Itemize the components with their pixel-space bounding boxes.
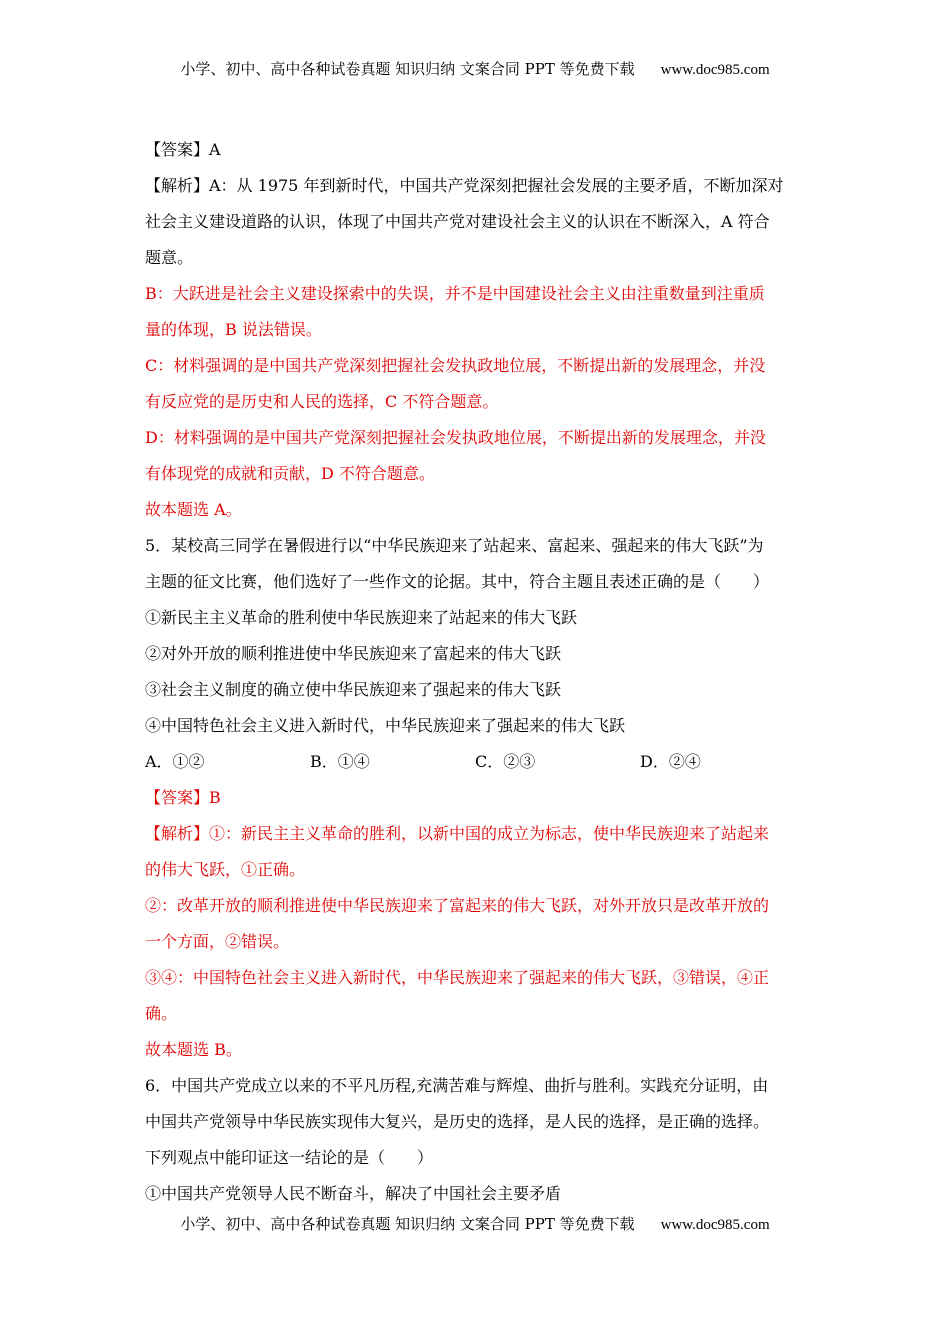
q4-analysis-c-line-1: C：材料强调的是中国共产党深刻把握社会发执政地位展，不断提出新的发展理念，并没 [145,356,766,375]
q4-analysis-a-line-2: 社会主义建设道路的认识，体现了中国共产党对建设社会主义的认识在不断深入，A 符合 [145,212,770,231]
q6-item-1: ①中国共产党领导人民不断奋斗，解决了中国社会主要矛盾 [145,1184,562,1203]
q5-stem-line-2: 主题的征文比赛，他们选好了一些作文的论据。其中，符合主题且表述正确的是（ ） [145,572,770,591]
q5-conclusion: 故本题选 B。 [145,1040,242,1059]
q4-analysis-b-line-2: 量的体现，B 说法错误。 [145,320,322,339]
q5-analysis-line-3: ②：改革开放的顺利推进使中华民族迎来了富起来的伟大飞跃，对外开放只是改革开放的 [145,896,770,915]
q5-item-3: ③社会主义制度的确立使中华民族迎来了强起来的伟大飞跃 [145,680,562,699]
footer-text: 小学、初中、高中各种试卷真题 知识归纳 文案合同 PPT 等免费下载 [180,1215,635,1233]
page-footer [0,1213,950,1234]
q5-option-b: B．①④ [310,752,370,771]
q5-analysis-line-5: ③④：中国特色社会主义进入新时代，中华民族迎来了强起来的伟大飞跃，③错误，④正 [145,968,770,987]
q5-answer: 【答案】B [145,788,221,807]
q6-stem-line-1: 6．中国共产党成立以来的不平凡历程,充满苦难与辉煌、曲折与胜利。实践充分证明，由 [145,1076,769,1095]
header-url[interactable]: www.doc985.com [660,62,770,78]
q5-analysis-line-6: 确。 [145,1004,178,1023]
q4-analysis-d-line-1: D：材料强调的是中国共产党深刻把握社会发执政地位展，不断提出新的发展理念，并没 [145,428,766,447]
q4-analysis-a-line-1: 【解析】A：从 1975 年到新时代，中国共产党深刻把握社会发展的主要矛盾，不断加深对 [145,176,784,195]
q6-stem-line-3: 下列观点中能印证这一结论的是（ ） [145,1148,434,1167]
q5-option-a: A．①② [145,752,205,771]
header-text: 小学、初中、高中各种试卷真题 知识归纳 文案合同 PPT 等免费下载 [180,60,635,78]
q5-stem-line-1: 5．某校高三同学在暑假进行以“中华民族迎来了站起来、富起来、强起来的伟大飞跃”为 [145,536,764,555]
document-body [145,132,810,1212]
q5-analysis-line-2: 的伟大飞跃，①正确。 [145,860,306,879]
q4-analysis-d-line-2: 有体现党的成就和贡献，D 不符合题意。 [145,464,435,483]
q5-item-1: ①新民主主义革命的胜利使中华民族迎来了站起来的伟大飞跃 [145,608,578,627]
q5-analysis-line-4: 一个方面，②错误。 [145,932,290,951]
q4-conclusion: 故本题选 A。 [145,500,242,519]
q5-option-d: D．②④ [640,752,701,771]
q5-options [145,744,810,780]
q6-stem-line-2: 中国共产党领导中华民族实现伟大复兴，是历史的选择，是人民的选择，是正确的选择。 [145,1112,770,1131]
q4-analysis-a-line-3: 题意。 [145,248,194,267]
page-header [0,58,950,79]
q5-option-c: C．②③ [475,752,536,771]
q4-analysis-c-line-2: 有反应党的是历史和人民的选择，C 不符合题意。 [145,392,499,411]
q5-analysis-line-1: 【解析】①：新民主主义革命的胜利，以新中国的成立为标志，使中华民族迎来了站起来 [145,824,770,843]
q4-answer: 【答案】A [145,140,221,159]
q5-item-2: ②对外开放的顺利推进使中华民族迎来了富起来的伟大飞跃 [145,644,562,663]
q4-analysis-b-line-1: B：大跃进是社会主义建设探索中的失误，并不是中国建设社会主义由注重数量到注重质 [145,284,765,303]
q5-item-4: ④中国特色社会主义进入新时代，中华民族迎来了强起来的伟大飞跃 [145,716,626,735]
footer-url[interactable]: www.doc985.com [660,1217,770,1233]
